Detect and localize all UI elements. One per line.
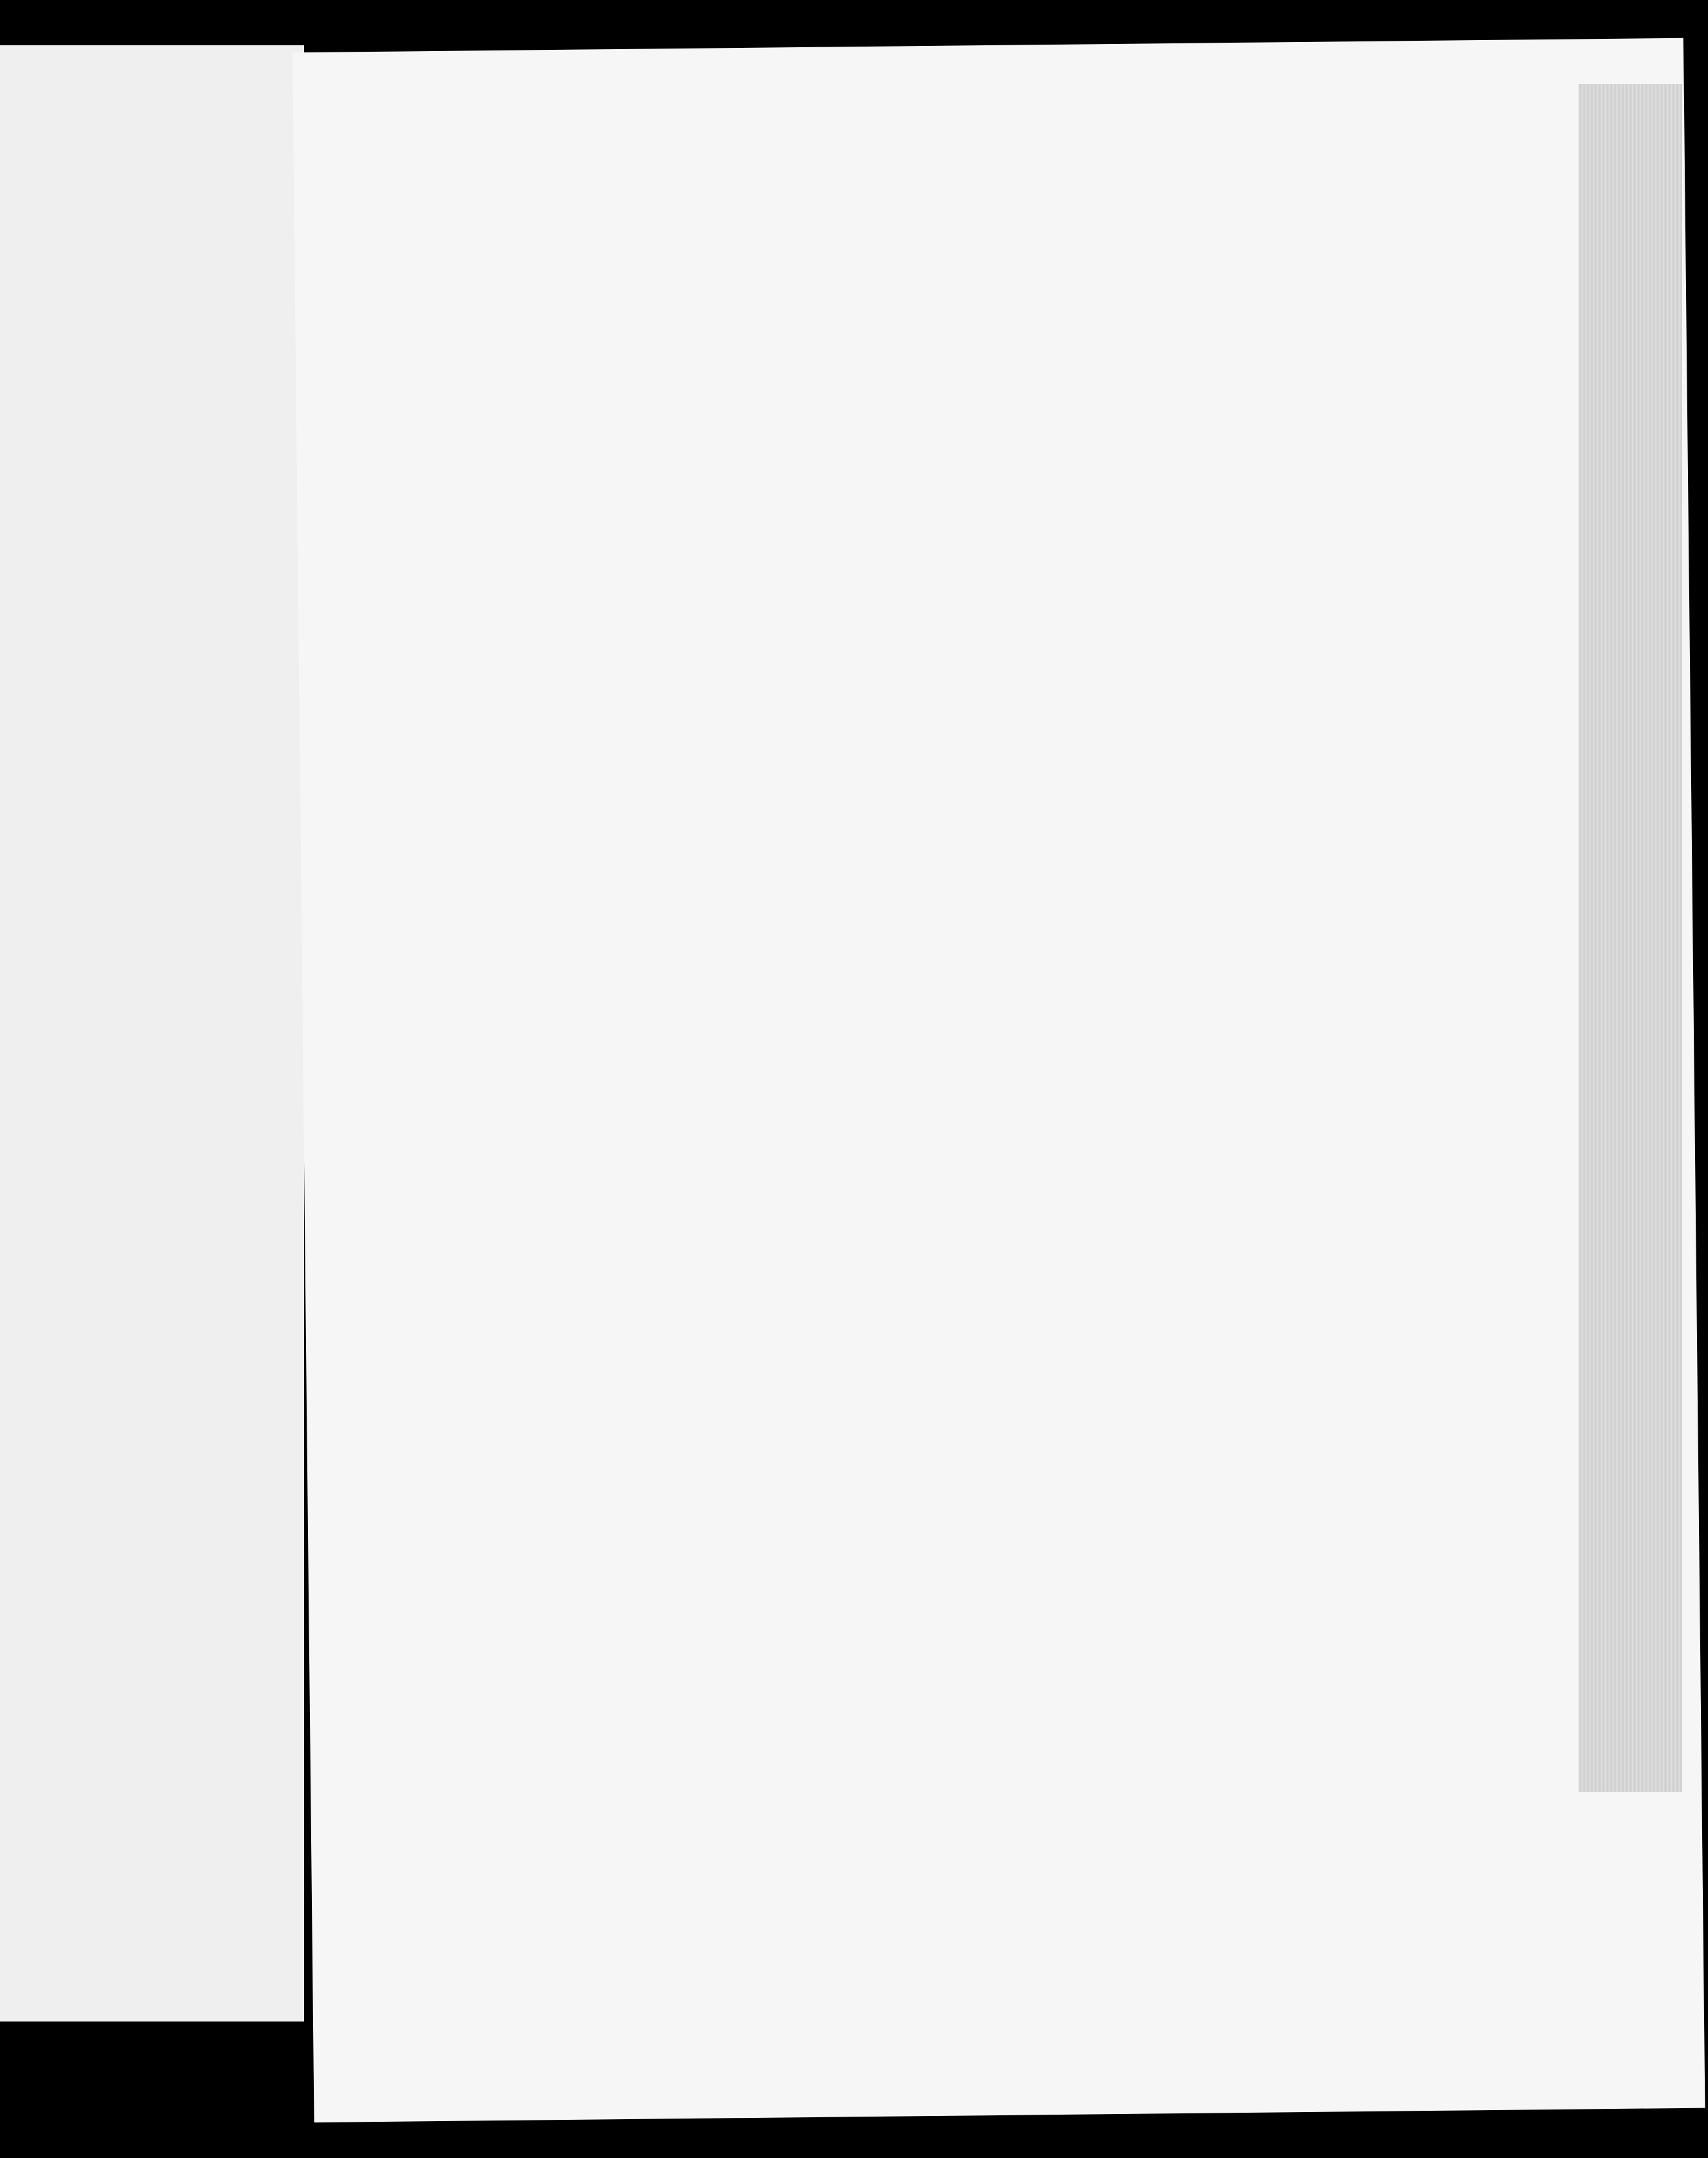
paragraph-continued	[399, 301, 1317, 311]
left-page	[0, 45, 304, 2022]
right-page	[292, 38, 1705, 2122]
article-2267-note-1	[399, 334, 1318, 344]
article-2265-note-3	[399, 334, 1318, 344]
page-body	[399, 301, 1317, 344]
page-edge-stack	[1579, 84, 1682, 1792]
article-2265-note-1	[399, 334, 1318, 344]
running-head	[537, 246, 1624, 257]
article-2265-note-2	[399, 334, 1318, 344]
